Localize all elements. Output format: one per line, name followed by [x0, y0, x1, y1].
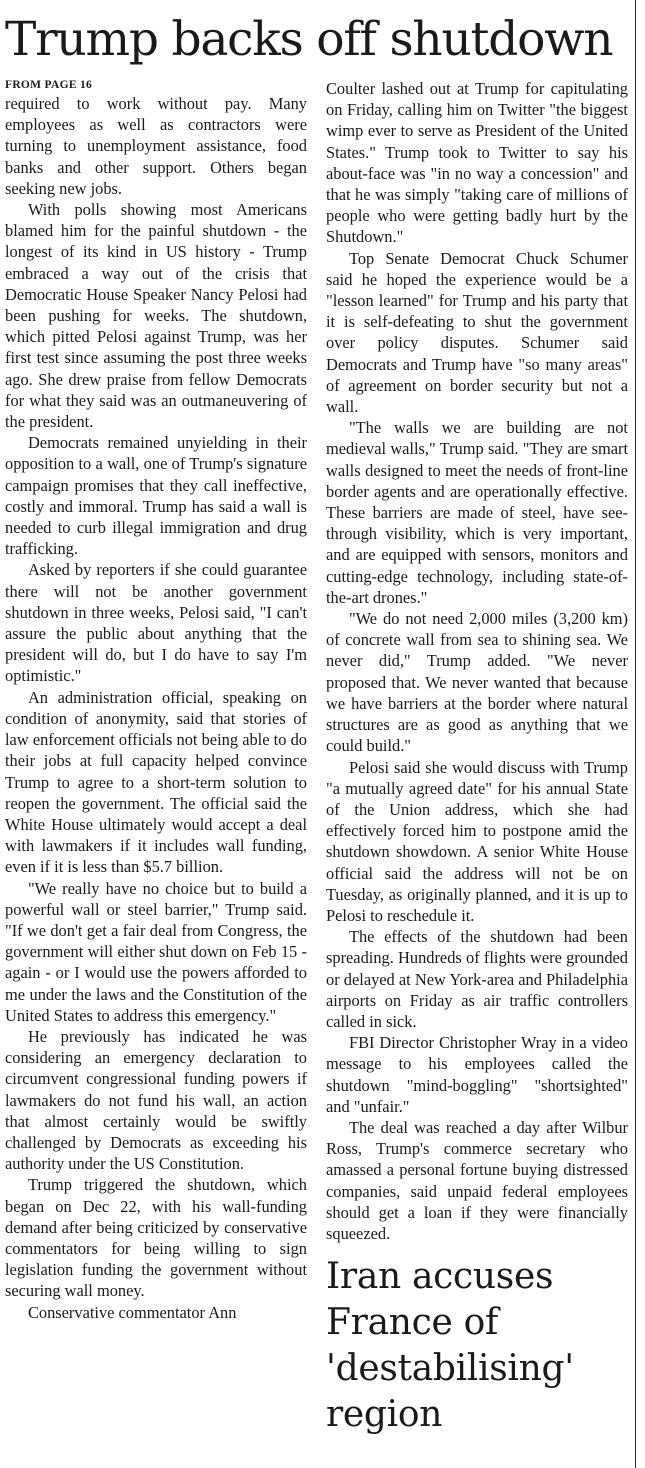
paragraph: Top Senate Democrat Chuck Schumer said he hoped the experience would be a "lesson learned" for Trump and his party that it is self-defeating to shut the government over policy disputes. Schumer said Democrats and Trump have "so many areas" of agreement on border security but not a wall. [326, 248, 628, 417]
paragraph: Asked by reporters if she could guarantee there will not be another government shutdown in three weeks, Pelosi said, "I can't assure the public about anything that the president will do, but I do have to say I'm optimistic." [5, 560, 307, 686]
paragraph: "The walls we are building are not medieval walls," Trump said. "They are smart walls designed to meet the needs of front-line border agents and are operationally effective. These barriers are made of steel, have see-through visibility, which is very important, and are equipped with sensors, monitors and cutting-edge technology, including state-of-the-art drones." [326, 418, 628, 607]
paragraph: An administration official, speaking on condition of anonymity, said that stories of law enforcement officials not being able to do their jobs at full capacity helped convince Trump to agree to a short-term solution to reopen the government. The official said the White House ultimately would accept a deal with lawmakers if it includes wall funding, even if it is less than $5.7 billion. [5, 687, 307, 877]
column-rule [635, 0, 636, 1468]
paragraph: With polls showing most Americans blamed him for the painful shutdown - the longest of its kind in US history - Trump embraced a way out of the crisis that Democratic House Speaker Nancy Pelosi had been pushing for weeks. The shutdown, which pitted Pelosi against Trump, was her first test since assuming the post three weeks ago. She drew praise from fellow Democrats for what they said was an outmaneuvering of the president. [5, 200, 307, 432]
right-column [326, 78, 628, 1438]
paragraph: The deal was reached a day after Wilbur Ross, Trump's commerce secretary who amassed a personal fortune buying distressed companies, said unpaid federal employees should get a loan if they were financially squeezed. [326, 1117, 628, 1243]
paragraph: Coulter lashed out at Trump for capitulating on Friday, calling him on Twitter "the biggest wimp ever to serve as President of the United States." Trump took to Twitter to say his about-face was "in no way a concession" and that he was simply "taking care of millions of people who were getting badly hurt by the Shutdown." [326, 79, 628, 247]
paragraph: required to work without pay. Many employees as well as contractors were turning to unemployment assistance, food banks and other support. Others began seeking new jobs. [5, 94, 307, 198]
paragraph: FBI Director Christopher Wray in a video message to his employees called the shutdown "mind-boggling" "shortsighted" and "unfair." [326, 1033, 628, 1116]
paragraph: Pelosi said she would discuss with Trump "a mutually agreed date" for his annual State of the Union address, which she had effectively forced him to postpone amid the shutdown showdown. A senior White House official said the address will not be on Tuesday, as originally planned, and it is up to Pelosi to reschedule it. [326, 757, 628, 925]
continuation-kicker: FROM PAGE 16 [5, 79, 93, 91]
paragraph: Trump triggered the shutdown, which began on Dec 22, with his wall-funding demand after being criticized by conservative commentators for being willing to sign legislation funding the government without securing wall money. [5, 1175, 307, 1301]
paragraph: Democrats remained unyielding in their opposition to a wall, one of Trump's signature campaign promises that they call ineffective, costly and immoral. Trump has said a wall is needed to curb illegal immigration and drug trafficking. [5, 433, 307, 559]
left-column [5, 78, 307, 1323]
headline: Trump backs off shutdown [5, 12, 613, 67]
paragraph: "We really have no choice but to build a powerful wall or steel barrier," Trump said. "If we don't get a fair deal from Congress, the government will either shut down on Feb 15 - again - or I would use the powers afforded to me under the laws and the Constitution of the United States to address this emergency." [5, 878, 307, 1025]
paragraph: The effects of the shutdown had been spreading. Hundreds of flights were grounded or delayed at New York-area and Philadelphia airports on Friday as air traffic controllers called in sick. [326, 927, 628, 1031]
paragraph: He previously has indicated he was considering an emergency declaration to circumvent congressional funding powers if lawmakers do not fund his wall, an action that almost certainly would be swiftly challenged by Democrats as exceeding his authority under the US Constitution. [5, 1026, 307, 1174]
paragraph: "We do not need 2,000 miles (3,200 km) of concrete wall from sea to shining sea. We never did," Trump added. "We never proposed that. We never wanted that because we have barriers at the border where natural structures are as good as anything that we could build." [326, 609, 628, 756]
second-headline: Iran accuses France of 'destabilising' region [326, 1256, 574, 1436]
paragraph: Conservative commentator Ann [27, 1302, 237, 1322]
